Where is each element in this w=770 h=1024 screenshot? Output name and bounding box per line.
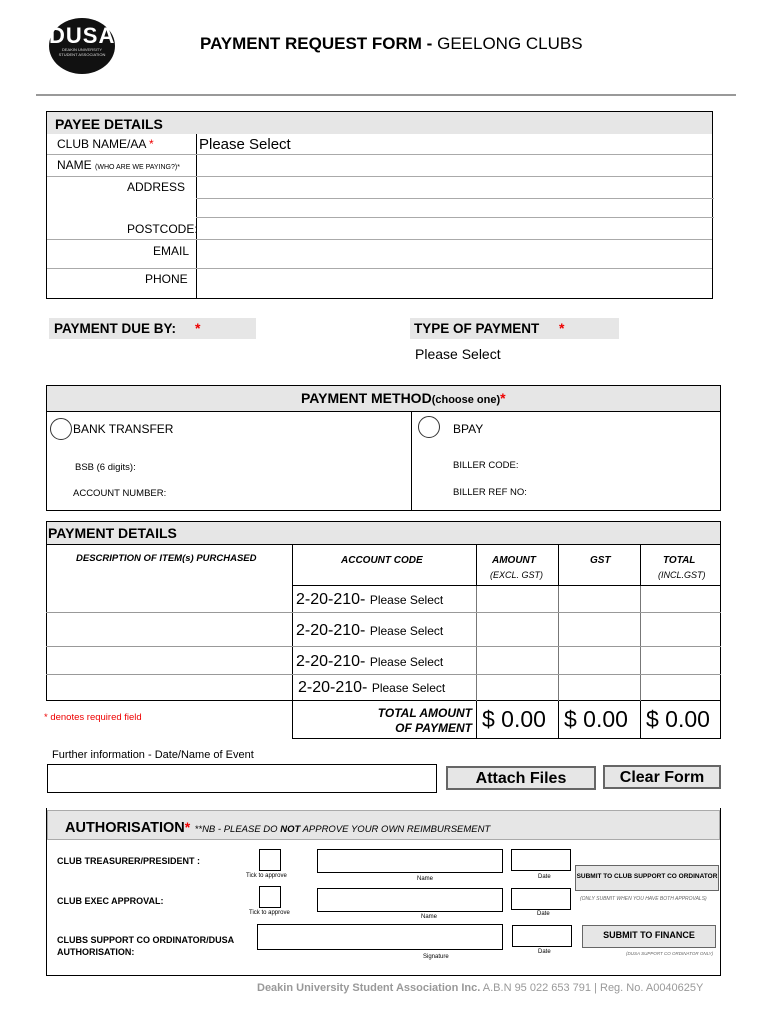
email-label: EMAIL	[153, 244, 190, 258]
col-amount: AMOUNT	[492, 555, 536, 566]
payment-type-label: TYPE OF PAYMENT *	[410, 318, 619, 339]
divider	[36, 94, 736, 96]
exec-approve-checkbox[interactable]	[259, 886, 281, 908]
phone-label: PHONE	[145, 272, 188, 286]
further-info-label: Further information - Date/Name of Event	[52, 749, 254, 761]
col-gst: GST	[590, 555, 611, 566]
account-code-select[interactable]: Please Select	[371, 681, 446, 695]
col-total: TOTAL	[663, 555, 696, 566]
payee-heading: PAYEE DETAILS	[55, 116, 163, 132]
bpay-label: BPAY	[453, 422, 484, 436]
bank-transfer-radio[interactable]	[50, 418, 72, 440]
signature-input[interactable]	[257, 924, 503, 950]
submit-coordinator-button[interactable]: SUBMIT TO CLUB SUPPORT CO ORDINATOR	[575, 865, 719, 891]
exec-name-input[interactable]	[317, 888, 503, 912]
authorisation-heading: AUTHORISATION* **NB - PLEASE DO NOT APPROVE YOUR OWN REIMBURSEMENT	[65, 819, 491, 836]
payment-method-heading: PAYMENT METHOD(choose one)*	[301, 390, 506, 406]
account-code-select[interactable]: Please Select	[369, 655, 444, 669]
total-amount: $ 0.00	[482, 706, 546, 732]
date-caption: Date	[538, 949, 551, 955]
submit-finance-button[interactable]: SUBMIT TO FINANCE	[582, 925, 716, 948]
name-label: NAME (WHO ARE WE PAYING?)*	[57, 158, 180, 172]
payment-details-heading: PAYMENT DETAILS	[48, 525, 177, 541]
further-info-input[interactable]	[47, 764, 437, 793]
treasurer-approve-checkbox[interactable]	[259, 849, 281, 871]
dusa-only-note: (DUSA SUPPORT CO ORDINATOR ONLY)	[626, 951, 714, 956]
name-caption: Name	[417, 876, 434, 882]
total-incl-gst: $ 0.00	[646, 706, 710, 732]
bsb-label: BSB (6 digits):	[75, 462, 136, 473]
treasurer-date-input[interactable]	[511, 849, 571, 871]
footer: Deakin University Student Association Inc. A.B.N 95 022 653 791 | Reg. No. A0040625Y	[257, 982, 704, 994]
coordinator-date-input[interactable]	[512, 925, 572, 947]
page-title: PAYMENT REQUEST FORM - GEELONG CLUBS	[200, 34, 583, 53]
club-label: CLUB NAME/AA *	[57, 137, 154, 151]
clear-form-button[interactable]: Clear Form	[603, 765, 721, 789]
table-row: 2-20-210- Please Select	[296, 622, 444, 639]
payment-type-select[interactable]: Please Select	[415, 346, 501, 362]
authorisation-section	[46, 808, 721, 976]
email-input[interactable]	[199, 242, 711, 266]
bsb-input[interactable]	[197, 456, 397, 474]
account-number-label: ACCOUNT NUMBER:	[73, 488, 167, 499]
signature-caption: Signature	[423, 954, 449, 960]
total-gst: $ 0.00	[564, 706, 628, 732]
col-amount-sub: (EXCL. GST)	[490, 570, 544, 580]
tick-label: Tick to approve	[246, 873, 287, 879]
payment-due-label: PAYMENT DUE BY: *	[49, 318, 256, 339]
phone-input[interactable]	[199, 270, 711, 296]
table-row: 2-20-210- Please Select	[298, 679, 446, 696]
address-label: ADDRESS	[127, 180, 186, 194]
account-number-input[interactable]	[197, 482, 397, 500]
bank-transfer-label: BANK TRANSFER	[73, 422, 174, 436]
table-row: 2-20-210- Please Select	[296, 591, 444, 608]
payment-method-section	[46, 385, 721, 511]
biller-code-label: BILLER CODE:	[453, 460, 519, 471]
exec-date-input[interactable]	[511, 888, 571, 910]
address-line1-input[interactable]	[199, 178, 711, 196]
payee-details-section	[46, 111, 713, 299]
name-input[interactable]	[199, 156, 711, 174]
table-row: 2-20-210- Please Select	[296, 653, 444, 670]
col-total-sub: (INCL.GST)	[658, 570, 706, 580]
treasurer-name-input[interactable]	[317, 849, 503, 873]
exec-label: CLUB EXEC APPROVAL:	[57, 896, 164, 906]
treasurer-label: CLUB TREASURER/PRESIDENT :	[57, 856, 201, 866]
name-caption: Name	[421, 914, 438, 920]
date-caption: Date	[537, 911, 550, 917]
only-submit-note: (ONLY SUBMIT WHEN YOU HAVE BOTH APPROVALS)	[580, 896, 707, 902]
postcode-label: POSTCODE:	[127, 222, 198, 236]
date-caption: Date	[538, 874, 551, 880]
dusa-logo: DUSA DEAKIN UNIVERSITY STUDENT ASSOCIATION	[49, 18, 115, 74]
postcode-input[interactable]	[199, 219, 711, 237]
col-description: DESCRIPTION OF ITEM(s) PURCHASED	[76, 553, 257, 564]
biller-code-input[interactable]	[547, 454, 707, 472]
biller-ref-input[interactable]	[547, 481, 707, 499]
address-line2-input[interactable]	[199, 200, 711, 216]
coordinator-label: CLUBS SUPPORT CO ORDINATOR/DUSA AUTHORISATION:	[57, 935, 235, 957]
biller-ref-label: BILLER REF NO:	[453, 487, 527, 498]
required-note: * denotes required field	[44, 712, 142, 723]
attach-files-button[interactable]: Attach Files	[446, 766, 596, 790]
account-code-select[interactable]: Please Select	[369, 593, 444, 607]
payment-due-input[interactable]	[256, 318, 396, 339]
total-label: TOTAL AMOUNT OF PAYMENT	[377, 706, 472, 735]
club-select[interactable]: Please Select	[199, 136, 291, 153]
col-account-code: ACCOUNT CODE	[341, 555, 423, 566]
tick-label: Tick to approve	[249, 910, 290, 916]
bpay-radio[interactable]	[418, 416, 440, 438]
account-code-select[interactable]: Please Select	[369, 624, 444, 638]
payment-details-section	[46, 521, 721, 739]
